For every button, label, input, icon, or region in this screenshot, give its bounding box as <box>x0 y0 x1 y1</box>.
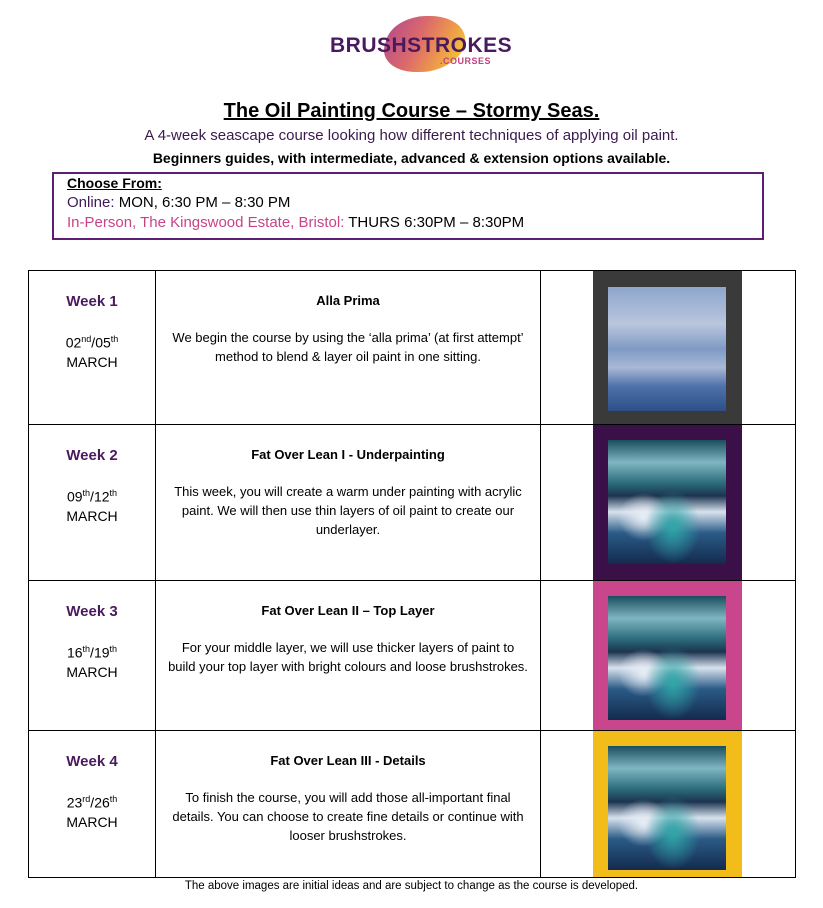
brushstrokes-logo <box>330 14 513 76</box>
image-cell <box>541 425 796 581</box>
session-title: Alla Prima <box>316 293 380 308</box>
date-start: 02 <box>65 334 82 351</box>
week-label: Week 2 <box>66 447 118 464</box>
session-title: Fat Over Lean III - Details <box>270 753 426 768</box>
month: MARCH <box>66 663 118 680</box>
date-start: 23 <box>66 794 83 811</box>
online-option <box>67 194 762 211</box>
date-start-suffix: rd <box>82 794 91 804</box>
date-start-suffix: th <box>82 488 91 498</box>
session-title: Fat Over Lean II – Top Layer <box>261 603 435 618</box>
description-cell <box>156 425 541 581</box>
month: MARCH <box>66 353 118 370</box>
session-description: To finish the course, you will add those all-important final details. You can choose to create fine details or continue with looser brushstrokes. <box>172 790 524 843</box>
calm-seascape-painting <box>608 287 726 411</box>
week-cell <box>29 425 156 581</box>
date-end-suffix: th <box>109 644 118 654</box>
logo-subtext: .COURSES <box>440 56 492 66</box>
levels-note: Beginners guides, with intermediate, advanced & extension options available. <box>152 150 671 166</box>
inperson-time: THURS 6:30PM – 8:30PM <box>344 214 525 231</box>
week-dates: 02nd/05th MARCH <box>65 334 119 370</box>
week-row <box>29 731 796 878</box>
week-row <box>29 271 796 425</box>
page-title: The Oil Painting Course – Stormy Seas. <box>223 100 600 122</box>
description-cell <box>156 731 541 878</box>
week-cell <box>29 581 156 731</box>
subtitle: A 4-week seascape course looking how different techniques of applying oil paint. <box>144 127 679 144</box>
date-end: 12 <box>93 488 110 505</box>
week-cell <box>29 271 156 425</box>
date-end: 26 <box>94 794 110 811</box>
inperson-label: In-Person, The Kingswood Estate, Bristol: <box>67 214 345 231</box>
week-label: Week 3 <box>66 603 118 620</box>
inperson-option <box>67 214 762 231</box>
date-start: 09 <box>66 488 83 505</box>
month: MARCH <box>66 507 118 524</box>
week-row <box>29 581 796 731</box>
description-cell <box>156 271 541 425</box>
course-schedule-table <box>28 270 796 878</box>
week-label: Week 4 <box>66 753 118 770</box>
week-row <box>29 425 796 581</box>
session-description: For your middle layer, we will use thicker layers of paint to build your top layer with bright colours and loose brushstrokes. <box>168 640 528 674</box>
stormy-wave-painting <box>608 596 726 720</box>
date-end-suffix: th <box>109 488 118 498</box>
schedule-options-box <box>52 172 764 240</box>
date-end-suffix: th <box>110 334 119 344</box>
date-end-suffix: th <box>109 794 118 804</box>
image-cell <box>541 731 796 878</box>
stormy-wave-painting <box>608 746 726 870</box>
week-label: Week 1 <box>66 293 118 310</box>
disclaimer-note: The above images are initial ideas and are subject to change as the course is developed. <box>184 880 639 892</box>
date-start-suffix: nd <box>81 334 92 344</box>
image-cell <box>541 271 796 425</box>
week-dates: 23rd/26th MARCH <box>66 794 118 830</box>
painting-frame <box>593 271 742 424</box>
week-dates: 09th/12th MARCH <box>66 488 118 524</box>
date-start: 16 <box>66 644 83 661</box>
date-start-suffix: th <box>82 644 91 654</box>
month: MARCH <box>66 813 118 830</box>
session-description: We begin the course by using the ‘alla prima’ (at first attempt’ method to blend & layer oil paint in one sitting. <box>172 330 524 364</box>
online-time: MON, 6:30 PM – 8:30 PM <box>114 194 291 211</box>
painting-frame <box>593 731 742 877</box>
painting-frame <box>593 425 742 580</box>
week-dates: 16th/19th MARCH <box>66 644 118 680</box>
description-cell <box>156 581 541 731</box>
date-end: 05 <box>95 334 111 351</box>
logo-wordmark: BRUSHSTROKES <box>330 34 513 57</box>
session-description: This week, you will create a warm under painting with acrylic paint. We will then use thin layers of oil paint to create our underlayer. <box>174 484 522 537</box>
date-end: 19 <box>93 644 110 661</box>
session-title: Fat Over Lean I - Underpainting <box>251 447 445 462</box>
choose-heading: Choose From: <box>67 175 162 191</box>
stormy-wave-painting <box>608 440 726 564</box>
online-label: Online: <box>67 194 115 211</box>
week-cell <box>29 731 156 878</box>
image-cell <box>541 581 796 731</box>
painting-frame <box>593 581 742 730</box>
